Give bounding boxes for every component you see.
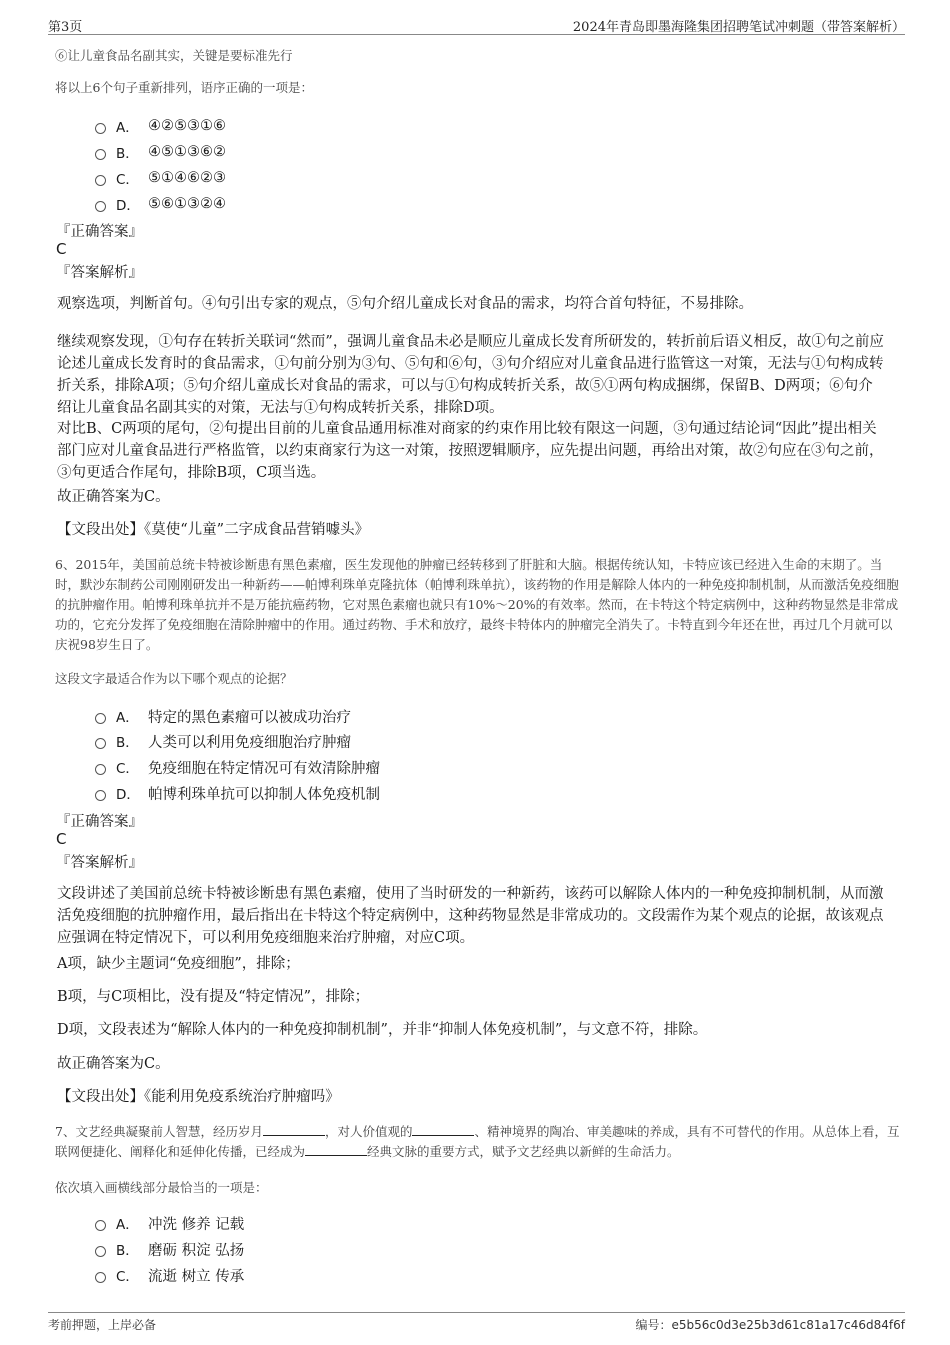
q6-analysis-label: 『答案解析』 xyxy=(56,855,143,871)
page-number: 第3页 xyxy=(48,20,83,35)
q6-analysis-p1: 文段讲述了美国前总统卡特被诊断患有黑色素瘤，使用了当时研发的一种新药，该药可以解除人体内的一种免疫抑制机制，从而激活免疫细胞的抗肿瘤作用，最后指出在卡特这个特定病例中，这种药物显然是非常成功的。文段需作为某个观点的论据，故该观点应强调在特定情况下，可以利用免疫细胞来治疗肿瘤，对应C项。 xyxy=(57,886,884,946)
q7-option-a[interactable]: A． 冲洗 修养 记载 xyxy=(95,1213,244,1233)
q7-text: 7、文艺经典凝聚前人智慧，经历岁月 ，对人价值观的 、精神境界的陶冶、审美趣味的养成，具有不可替代的作用。从总体上看，互联网便捷化、阐释化和延伸化传播，已经成为 经典文脉的重要方式，赋予文艺经典以新鲜的生命活力。 xyxy=(55,1124,900,1159)
document-title: 2024年青岛即墨海隆集团招聘笔试冲刺题（带答案解析） xyxy=(572,20,905,35)
radio-icon[interactable] xyxy=(95,790,106,801)
q6-option-c[interactable]: C． 免疫细胞在特定情况可有效清除肿瘤 xyxy=(95,757,380,777)
radio-icon[interactable] xyxy=(95,175,106,186)
q5-analysis-label: 『答案解析』 xyxy=(56,265,143,281)
q5-analysis-conclusion: 故正确答案为C。 xyxy=(57,489,170,505)
q5-option-c[interactable]: C． ⑤①④⑥②③ xyxy=(95,168,226,188)
q6-option-d[interactable]: D． 帕博利珠单抗可以抑制人体免疫机制 xyxy=(95,783,380,803)
q5-option-d[interactable]: D． ⑤⑥①③②④ xyxy=(95,194,226,214)
radio-icon[interactable] xyxy=(95,149,106,160)
q5-item-6: ⑥让儿童食品名副其实，关键是要标准先行 xyxy=(55,48,293,63)
q5-answer: C xyxy=(56,240,67,258)
q6-source: 【文段出处】《能利用免疫系统治疗肿瘤吗》 xyxy=(57,1089,340,1105)
q5-source: 【文段出处】《莫使“儿童”二字成食品营销噱头》 xyxy=(57,522,370,538)
q5-option-a[interactable]: A． ④②⑤③①⑥ xyxy=(95,116,226,136)
fill-blank-3[interactable] xyxy=(305,1143,367,1156)
radio-icon[interactable] xyxy=(95,1220,106,1231)
radio-icon[interactable] xyxy=(95,713,106,724)
footer-slogan: 考前押题，上岸必备 xyxy=(48,1318,157,1332)
fill-blank-1[interactable] xyxy=(263,1123,325,1136)
q6-prompt: 这段文字最适合作为以下哪个观点的论据？ xyxy=(55,671,293,686)
q5-prompt: 将以上6个句子重新排列，语序正确的一项是： xyxy=(55,80,313,95)
fill-blank-2[interactable] xyxy=(412,1123,474,1136)
q6-answer: C xyxy=(56,830,67,848)
q7-option-c[interactable]: C． 流逝 树立 传承 xyxy=(95,1265,244,1285)
page-header xyxy=(48,14,905,35)
radio-icon[interactable] xyxy=(95,1272,106,1283)
q6-analysis-b: B项，与C项相比，没有提及“特定情况”，排除； xyxy=(57,989,370,1005)
radio-icon[interactable] xyxy=(95,764,106,775)
q5-analysis-p3: 对比B、C两项的尾句，②句提出目前的儿童食品通用标准对商家的约束作用比较有限这一问题，③句通过结论词“因此”提出相关部门应对儿童食品进行严格监管，以约束商家行为这一对策，按照逻辑顺序，应先提出问题，再给出对策，故②句应在③句之前，③句更适合作尾句，排除B项，C项当选。 xyxy=(57,421,884,481)
q7-option-b[interactable]: B． 磨砺 积淀 弘扬 xyxy=(95,1239,244,1259)
document-id: 编号：e5b56c0d3e25b3d61c81a17c46d84f6f xyxy=(635,1318,905,1332)
radio-icon[interactable] xyxy=(95,1246,106,1257)
q6-option-b[interactable]: B． 人类可以利用免疫细胞治疗肿瘤 xyxy=(95,731,351,751)
radio-icon[interactable] xyxy=(95,738,106,749)
radio-icon[interactable] xyxy=(95,123,106,134)
q6-analysis-d: D项，文段表述为“解除人体内的一种免疫抑制机制”，并非“抑制人体免疫机制”，与文意不符，排除。 xyxy=(57,1022,708,1038)
q7-prompt: 依次填入画横线部分最恰当的一项是： xyxy=(55,1180,268,1195)
q5-option-b[interactable]: B． ④⑤①③⑥② xyxy=(95,142,226,162)
q5-analysis-p2: 继续观察发现，①句存在转折关联词“然而”，强调儿童食品未必是顺应儿童成长发育所研发的，转折前后语义相反，故①句之前应论述儿童成长发育时的食品需求，①句前分别为③句、⑤句和⑥句，③句介绍应对儿童食品进行监管这一对策，无法与①句构成转折关系，排除A项；⑤句介绍儿童成长对食品的需求，可以与①句构成转折关系，故⑤①两句构成捆绑，保留B、D两项；⑥句介绍让儿童食品名副其实的对策，无法与①句构成转折关系，排除D项。 xyxy=(57,334,884,416)
q6-analysis-a: A项，缺少主题词“免疫细胞”，排除； xyxy=(57,956,300,972)
q6-analysis-conclusion: 故正确答案为C。 xyxy=(57,1056,170,1072)
q6-answer-label: 『正确答案』 xyxy=(56,814,143,830)
page-footer xyxy=(48,1312,905,1335)
q6-option-a[interactable]: A． 特定的黑色素瘤可以被成功治疗 xyxy=(95,706,351,726)
radio-icon[interactable] xyxy=(95,201,106,212)
q5-answer-label: 『正确答案』 xyxy=(56,224,143,240)
q6-text: 6、2015年，美国前总统卡特被诊断患有黑色素瘤，医生发现他的肿瘤已经转移到了肝脏和大脑。根据传统认知，卡特应该已经进入生命的末期了。当时，默沙东制药公司刚刚研发出一种新药——帕博利珠单克隆抗体（帕博利珠单抗），该药物的作用是解除人体内的一种免疫抑制机制，从而激活免疫细胞的抗肿瘤作用。帕博利珠单抗并不是万能抗癌药物，它对黑色素瘤也就只有10%～20%的有效率。然而，在卡特这个特定病例中，这种药物显然是非常成功的，它充分发挥了免疫细胞在清除肿瘤中的作用。通过药物、手术和放疗，最终卡特体内的肿瘤完全消失了。卡特直到今年还在世，再过几个月就可以庆祝98岁生日了。 xyxy=(55,557,899,652)
q5-analysis-p1: 观察选项，判断首句。④句引出专家的观点，⑤句介绍儿童成长对食品的需求，均符合首句特征，不易排除。 xyxy=(57,296,753,312)
